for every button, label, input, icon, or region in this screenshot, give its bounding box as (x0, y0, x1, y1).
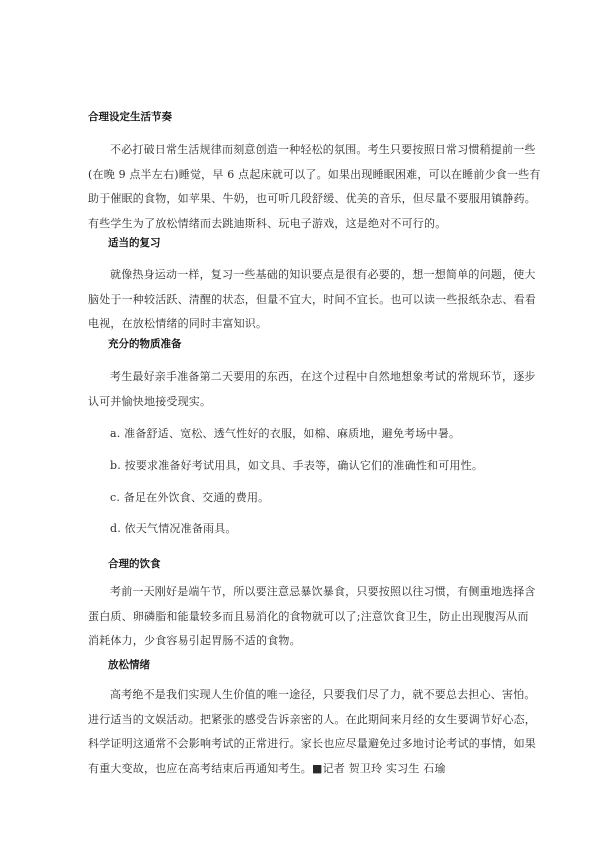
section-body-relax (88, 683, 536, 781)
section-heading-rhythm: 合理设定生活节奏 (88, 111, 172, 123)
paragraph-line: 脑处于一种较活跃、清醒的状态，但量不宜大，时间不宜长。也可以读一些报纸杂志、看看 (88, 292, 536, 306)
paragraph-line: 认可并愉快地接受现实。 (88, 394, 212, 408)
section-heading-diet: 合理的饮食 (108, 558, 161, 570)
paragraph-line: 考前一天刚好是端午节，所以要注意忌暴饮暴食，只要按照以往习惯，有侧重地选择含 (110, 585, 536, 598)
section-heading-preparation: 充分的物质准备 (108, 338, 182, 350)
section-heading-review: 适当的复习 (108, 237, 161, 249)
section-body-review (88, 263, 536, 337)
list-item: a. 准备舒适、宽松、透气性好的衣服，如棉、麻质地，避免考场中暑。 (110, 427, 461, 440)
list-item: b. 按要求准备好考试用具，如文具、手表等，确认它们的准确性和可用性。 (110, 459, 484, 472)
paragraph-line-text: 有重大变故，也应在高考结束后再通知考生。 (88, 761, 312, 775)
section-body-preparation (88, 365, 536, 414)
paragraph-line: 消耗体力，少食容易引起胃肠不适的食物。 (88, 634, 301, 647)
section-body-diet (88, 580, 536, 654)
paragraph-line (88, 757, 518, 782)
list-item: c. 备足在外饮食、交通的费用。 (110, 491, 270, 504)
paragraph-line: 高考绝不是我们实现人生价值的唯一途径，只要我们尽了力，就不要总去担心、害怕。 (110, 688, 536, 701)
paragraph-line: 科学证明这通常不会影响考试的正常进行。家长也应尽量避免过多地讨论考试的事情，如果 (88, 737, 536, 750)
paragraph-line: 有些学生为了放松情绪而去跳迪斯科、玩电子游戏，这是绝对不可行的。 (88, 216, 447, 230)
author-credit: ■记者 贺卫玲 实习生 石瑜 (312, 761, 446, 775)
paragraph-line: (在晚 9 点半左右)睡觉，早 6 点起床就可以了。如果出现睡眠困难，可以在睡前少食一些有 (88, 167, 541, 181)
paragraph-line: 考生最好亲手准备第二天要用的东西，在这个过程中自然地想象考试的常规环节，逐步 (110, 370, 536, 383)
section-body-rhythm (88, 138, 541, 236)
paragraph-line: 不必打破日常生活规律而刻意创造一种轻松的氛围。考生只要按照日常习惯稍提前一些 (110, 143, 536, 156)
paragraph-line: 进行适当的文娱活动。把紧张的感受告诉亲密的人。在此期间来月经的女生要调节好心态， (88, 712, 536, 726)
paragraph-line: 电视，在放松情绪的同时丰富知识。 (88, 317, 268, 330)
paragraph-line: 蛋白质、卵磷脂和能量较多而且易消化的食物就可以了;注意饮食卫生，防止出现腹泻从而 (88, 609, 529, 623)
paragraph-line: 就像热身运动一样，复习一些基础的知识要点是很有必要的，想一想简单的问题，使大 (110, 268, 536, 281)
section-heading-relax: 放松情绪 (108, 659, 150, 671)
paragraph-line: 助于催眠的食物，如苹果、牛奶，也可听几段舒缓、优美的音乐，但尽量不要服用镇静药。 (88, 192, 536, 205)
list-item: d. 依天气情况准备雨具。 (110, 522, 237, 535)
